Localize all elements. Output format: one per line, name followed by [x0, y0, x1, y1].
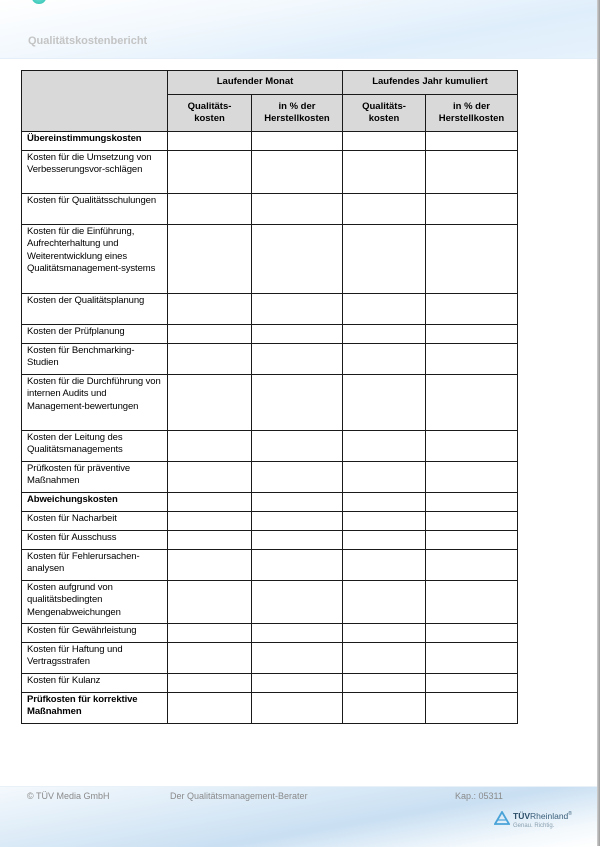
- value-cell[interactable]: [168, 194, 252, 225]
- value-cell[interactable]: [252, 531, 343, 550]
- value-cell[interactable]: [426, 194, 518, 225]
- table-row: [22, 581, 518, 624]
- value-cell[interactable]: [252, 132, 343, 151]
- value-cell[interactable]: [252, 512, 343, 531]
- value-cell[interactable]: [343, 325, 426, 344]
- quality-cost-table: [21, 70, 518, 724]
- value-cell[interactable]: [426, 643, 518, 674]
- row-label-cell: Kosten für Haftung und Vertragsstrafen: [22, 643, 168, 674]
- value-cell[interactable]: [343, 462, 426, 493]
- table-row: [22, 344, 518, 375]
- tuv-rheinland-logo: [494, 811, 594, 835]
- value-cell[interactable]: [168, 132, 252, 151]
- value-cell[interactable]: [343, 531, 426, 550]
- value-cell[interactable]: [252, 325, 343, 344]
- table-row: [22, 693, 518, 724]
- sub-header-label: in % der Herstellkosten: [264, 100, 330, 124]
- value-cell[interactable]: [343, 194, 426, 225]
- value-cell[interactable]: [168, 375, 252, 431]
- value-cell[interactable]: [252, 550, 343, 581]
- section-heading-cell: Prüfkosten für korrektive Maßnahmen: [22, 693, 168, 724]
- sub-header-year-percent: [426, 95, 518, 132]
- value-cell[interactable]: [426, 294, 518, 325]
- row-label-cell: Kosten für Gewährleistung: [22, 624, 168, 643]
- table-row: [22, 624, 518, 643]
- value-cell[interactable]: [168, 550, 252, 581]
- value-cell[interactable]: [343, 344, 426, 375]
- sub-header-month-costs: [168, 95, 252, 132]
- value-cell[interactable]: [343, 375, 426, 431]
- value-cell[interactable]: [426, 550, 518, 581]
- value-cell[interactable]: [252, 581, 343, 624]
- page-title: Qualitätskostenbericht: [28, 35, 148, 47]
- value-cell[interactable]: [168, 151, 252, 194]
- value-cell[interactable]: [168, 493, 252, 512]
- sub-header-label: Qualitäts- kosten: [362, 100, 406, 124]
- row-label-cell: Kosten für Ausschuss: [22, 531, 168, 550]
- logo-circle-icon: [32, 0, 46, 4]
- row-label-cell: Kosten für Qualitätsschulungen: [22, 194, 168, 225]
- value-cell[interactable]: [168, 225, 252, 294]
- triangle-logo-icon: [494, 811, 510, 825]
- value-cell[interactable]: [252, 624, 343, 643]
- row-label-cell: Kosten der Qualitätsplanung: [22, 294, 168, 325]
- row-label-cell: Kosten für Nacharbeit: [22, 512, 168, 531]
- value-cell[interactable]: [252, 431, 343, 462]
- value-cell[interactable]: [168, 581, 252, 624]
- table-row: [22, 431, 518, 462]
- sub-header-label: in % der Herstellkosten: [438, 100, 505, 124]
- sub-header-label: Qualitäts- kosten: [187, 100, 232, 124]
- value-cell[interactable]: [168, 531, 252, 550]
- value-cell[interactable]: [168, 431, 252, 462]
- value-cell[interactable]: [343, 132, 426, 151]
- value-cell[interactable]: [252, 375, 343, 431]
- table-row: [22, 531, 518, 550]
- group-header-current-month: Laufender Monat: [168, 71, 343, 95]
- table-row: [22, 375, 518, 431]
- value-cell[interactable]: [343, 151, 426, 194]
- value-cell[interactable]: [252, 643, 343, 674]
- sub-header-year-costs: [343, 95, 426, 132]
- value-cell[interactable]: [168, 674, 252, 693]
- value-cell[interactable]: [252, 194, 343, 225]
- value-cell[interactable]: [168, 294, 252, 325]
- value-cell[interactable]: [426, 225, 518, 294]
- value-cell[interactable]: [343, 550, 426, 581]
- table-row: [22, 132, 518, 151]
- value-cell[interactable]: [168, 325, 252, 344]
- value-cell[interactable]: [252, 151, 343, 194]
- value-cell[interactable]: [252, 225, 343, 294]
- value-cell[interactable]: [343, 693, 426, 724]
- value-cell[interactable]: [426, 693, 518, 724]
- value-cell[interactable]: [426, 344, 518, 375]
- group-header-current-year: Laufendes Jahr kumuliert: [343, 71, 518, 95]
- value-cell[interactable]: [343, 624, 426, 643]
- value-cell[interactable]: [426, 674, 518, 693]
- value-cell[interactable]: [252, 294, 343, 325]
- brand-name: [513, 811, 572, 821]
- value-cell[interactable]: [343, 674, 426, 693]
- table-row: [22, 512, 518, 531]
- table-row: [22, 325, 518, 344]
- value-cell[interactable]: [168, 624, 252, 643]
- value-cell[interactable]: [426, 624, 518, 643]
- value-cell[interactable]: [426, 512, 518, 531]
- value-cell[interactable]: [426, 493, 518, 512]
- value-cell[interactable]: [343, 643, 426, 674]
- value-cell[interactable]: [426, 462, 518, 493]
- value-cell[interactable]: [343, 294, 426, 325]
- row-label-cell: Kosten für die Umsetzung von Verbesserungsvor-schlägen: [22, 151, 168, 194]
- brand-name-rest: Rheinland: [530, 811, 569, 821]
- value-cell[interactable]: [168, 344, 252, 375]
- value-cell[interactable]: [343, 225, 426, 294]
- section-heading-cell: Abweichungskosten: [22, 493, 168, 512]
- sub-header-month-percent: [252, 95, 343, 132]
- value-cell[interactable]: [426, 431, 518, 462]
- table-row: [22, 151, 518, 194]
- table-row: [22, 462, 518, 493]
- value-cell[interactable]: [426, 531, 518, 550]
- row-label-cell: Kosten der Leitung des Qualitätsmanagements: [22, 431, 168, 462]
- value-cell[interactable]: [252, 693, 343, 724]
- section-heading-cell: Übereinstimmungskosten: [22, 132, 168, 151]
- row-label-cell: Kosten für Benchmarking-Studien: [22, 344, 168, 375]
- table-row: [22, 493, 518, 512]
- row-label-cell: Kosten für die Einführung, Aufrechterhaltung und Weiterentwicklung eines Qualitätsmanagement-systems: [22, 225, 168, 294]
- value-cell[interactable]: [343, 431, 426, 462]
- table-row: [22, 674, 518, 693]
- value-cell[interactable]: [168, 643, 252, 674]
- value-cell[interactable]: [252, 344, 343, 375]
- value-cell[interactable]: [252, 674, 343, 693]
- value-cell[interactable]: [168, 462, 252, 493]
- row-label-cell: Kosten für die Durchführung von internen Audits und Management-bewertungen: [22, 375, 168, 431]
- registered-mark: ®: [568, 811, 572, 818]
- table-row: [22, 550, 518, 581]
- value-cell[interactable]: [426, 132, 518, 151]
- value-cell[interactable]: [168, 512, 252, 531]
- footer-book-title: Der Qualitätsmanagement-Berater: [170, 791, 308, 801]
- row-label-cell: Kosten der Prüfplanung: [22, 325, 168, 344]
- row-label-cell: Kosten für Fehlerursachen-analysen: [22, 550, 168, 581]
- value-cell[interactable]: [168, 693, 252, 724]
- value-cell[interactable]: [343, 493, 426, 512]
- brand-name-bold: TÜV: [513, 811, 530, 821]
- table-row: [22, 225, 518, 294]
- value-cell[interactable]: [343, 512, 426, 531]
- footer-copyright: © TÜV Media GmbH: [27, 791, 110, 801]
- value-cell[interactable]: [252, 462, 343, 493]
- table-row: [22, 194, 518, 225]
- row-label-cell: Prüfkosten für präventive Maßnahmen: [22, 462, 168, 493]
- row-label-cell: Kosten für Kulanz: [22, 674, 168, 693]
- table-row: [22, 294, 518, 325]
- value-cell[interactable]: [426, 581, 518, 624]
- table-row: [22, 643, 518, 674]
- footer-chapter: Kap.: 05311: [455, 791, 503, 801]
- value-cell[interactable]: [426, 151, 518, 194]
- row-label-cell: Kosten aufgrund von qualitätsbedingten Mengenabweichungen: [22, 581, 168, 624]
- value-cell[interactable]: [426, 325, 518, 344]
- value-cell[interactable]: [252, 493, 343, 512]
- page-header-band: [0, 0, 597, 59]
- header-corner-cell: [22, 71, 168, 132]
- value-cell[interactable]: [426, 375, 518, 431]
- brand-tagline: Genau. Richtig.: [513, 823, 555, 829]
- value-cell[interactable]: [343, 581, 426, 624]
